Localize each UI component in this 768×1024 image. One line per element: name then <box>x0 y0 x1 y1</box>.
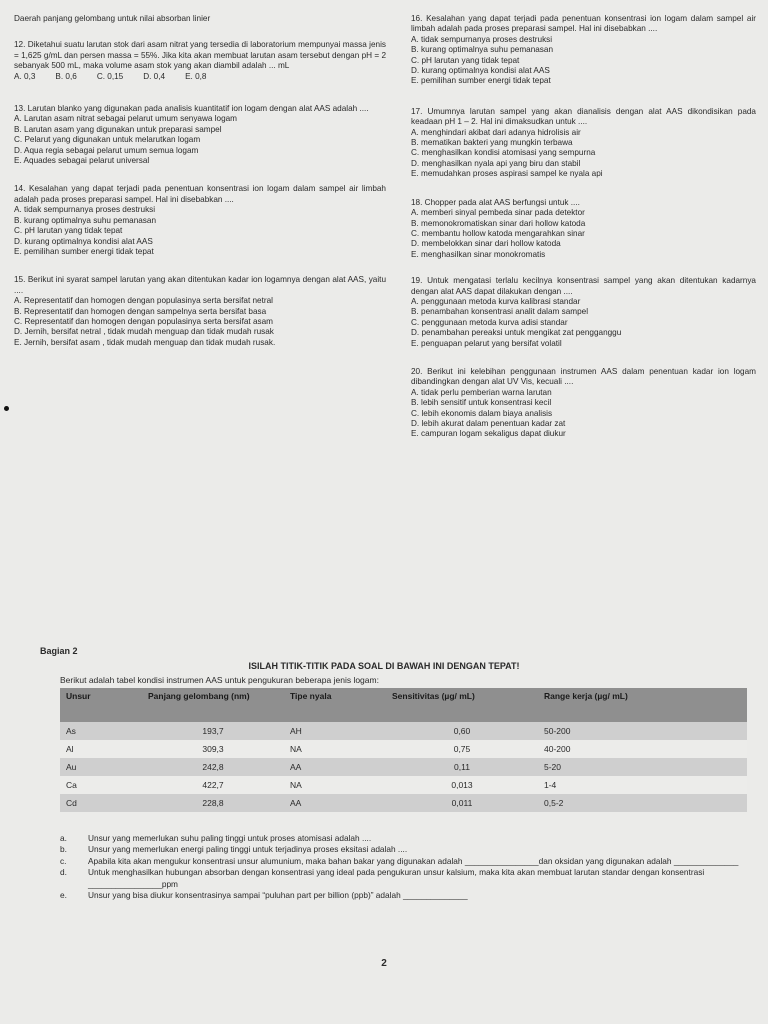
option-a: A. tidak sempurnanya proses destruksi <box>14 205 156 215</box>
table-row <box>60 776 747 794</box>
cell-sensitivity: 0,011 <box>386 794 538 812</box>
option-e: E. pemilihan sumber energi tidak tepat <box>411 76 551 86</box>
cell-sensitivity: 0,75 <box>386 740 538 758</box>
option-a: A. tidak sempurnanya proses destruksi <box>411 34 553 44</box>
question-17 <box>411 107 756 180</box>
cell-flame: NA <box>284 776 386 794</box>
cell-sensitivity: 0,013 <box>386 776 538 794</box>
cell-flame: AH <box>284 722 386 740</box>
section-intro: Berikut adalah tabel kondisi instrumen AAS untuk pengukuran beberapa jenis logam: <box>60 675 379 685</box>
option-b: B. Larutan asam yang digunakan untuk preparasi sampel <box>14 124 222 134</box>
table-header-row <box>60 688 747 722</box>
cell-flame: AA <box>284 794 386 812</box>
cell-wavelength: 242,8 <box>142 758 284 776</box>
item-text: Unsur yang bisa diukur konsentrasinya sampai “puluhan part per billion (ppb)” adalah ______________ <box>88 890 468 901</box>
header-cell: Panjang gelombang (nm) <box>142 688 284 722</box>
option-d: D. kurang optimalnya kondisi alat AAS <box>14 236 153 246</box>
cell-unsur: Al <box>60 740 142 758</box>
cell-range: 40-200 <box>538 740 747 758</box>
cell-flame: AA <box>284 758 386 776</box>
header-cell: Tipe nyala <box>284 688 386 722</box>
cell-wavelength: 228,8 <box>142 794 284 812</box>
question-text: 20. Berikut ini kelebihan penggunaan instrumen AAS dalam penentuan kadar ion logam dibandingkan dengan alat UV Vis, kecuali .... <box>411 366 756 387</box>
bullet-mark <box>4 406 9 411</box>
option-e: E. memudahkan proses aspirasi sampel ke nyala api <box>411 169 603 179</box>
header-cell: Sensitivitas (µg/ mL) <box>386 688 538 722</box>
option-a: A. Representatif dan homogen dengan populasinya serta bersifat netral <box>14 296 273 306</box>
question-19 <box>411 276 756 349</box>
cell-range: 1-4 <box>538 776 747 794</box>
question-14 <box>14 184 386 257</box>
table-row <box>60 722 747 740</box>
cell-range: 0,5-2 <box>538 794 747 812</box>
option-e: E. 0,8 <box>185 71 207 81</box>
option-c: C. lebih ekonomis dalam biaya analisis <box>411 408 553 418</box>
question-text: 18. Chopper pada alat AAS berfungsi untuk .... <box>411 197 580 207</box>
section-title: Bagian 2 <box>40 646 78 656</box>
aas-conditions-table <box>60 688 747 812</box>
question-13 <box>14 104 386 166</box>
option-b: B. lebih sensitif untuk konsentrasi kecil <box>411 398 552 408</box>
fill-item-d <box>60 867 750 890</box>
cell-sensitivity: 0,11 <box>386 758 538 776</box>
option-e: E. Jernih, bersifat asam , tidak mudah menguap dan tidak mudah rusak. <box>14 337 276 347</box>
question-text: 14. Kesalahan yang dapat terjadi pada penentuan konsentrasi ion logam dalam sampel air limbah adalah pada proses preparasi sampel. Hal ini disebabkan .... <box>14 184 386 204</box>
cell-range: 5-20 <box>538 758 747 776</box>
fill-item-e <box>60 890 750 901</box>
option-a: A. penggunaan metoda kurva kalibrasi standar <box>411 296 581 306</box>
option-b: B. penambahan konsentrasi analit dalam sampel <box>411 307 589 317</box>
option-d: D. lebih akurat dalam penentuan kadar zat <box>411 419 566 428</box>
question-15 <box>14 275 386 348</box>
cell-wavelength: 422,7 <box>142 776 284 794</box>
option-c: C. Pelarut yang digunakan untuk melarutkan logam <box>14 135 201 145</box>
left-column <box>14 14 386 361</box>
option-b: B. kurang optimalnya suhu pemanasan <box>411 45 554 55</box>
cell-sensitivity: 0,60 <box>386 722 538 740</box>
option-a: A. menghindari akibat dari adanya hidrolisis air <box>411 127 581 137</box>
option-d: D. membelokkan sinar dari hollow katoda <box>411 239 561 249</box>
option-e: E. menghasilkan sinar monokromatis <box>411 249 546 259</box>
fill-item-b <box>60 844 750 855</box>
question-16 <box>411 14 756 87</box>
item-text: Unsur yang memerlukan energi paling tinggi untuk terjadinya proses eksitasi adalah .... <box>88 844 408 855</box>
cell-range: 50-200 <box>538 722 747 740</box>
option-d: D. 0,4 <box>143 71 166 81</box>
cell-unsur: Ca <box>60 776 142 794</box>
option-e: E. Aquades sebagai pelarut universal <box>14 156 150 166</box>
option-d: D. kurang optimalnya kondisi alat AAS <box>411 66 550 76</box>
header-cell: Range kerja (µg/ mL) <box>538 688 747 722</box>
fill-item-c <box>60 856 750 867</box>
options-inline <box>14 72 386 82</box>
option-e: E. pemilihan sumber energi tidak tepat <box>14 246 154 256</box>
option-b: B. kurang optimalnya suhu pemanasan <box>14 215 157 225</box>
item-label: d. <box>60 867 67 878</box>
item-label: a. <box>60 833 67 843</box>
option-b: B. 0,6 <box>55 71 77 81</box>
header-cell: Unsur <box>60 688 142 722</box>
option-e: E. campuran logam sekaligus dapat diukur <box>411 429 566 439</box>
table-row <box>60 740 747 758</box>
cell-wavelength: 193,7 <box>142 722 284 740</box>
item-label: b. <box>60 844 67 855</box>
option-c: C. 0,15 <box>96 71 124 81</box>
item-label: e. <box>60 890 67 901</box>
option-a: A. Larutan asam nitrat sebagai pelarut umum senyawa logam <box>14 114 238 124</box>
item-text: Untuk menghasilkan hubungan absorban dengan konsentrasi yang ideal pada pengukuran unsur kalsium, maka kita akan membuat larutan standar dengan konsentrasi ________________ppm <box>88 867 705 889</box>
option-a: A. tidak perlu pemberian warna larutan <box>411 387 552 397</box>
table-row <box>60 794 747 812</box>
question-12 <box>14 40 386 82</box>
page-number: 2 <box>381 958 387 969</box>
option-b: B. Representatif dan homogen dengan sampelnya serta bersifat basa <box>14 306 267 316</box>
option-c: C. pH larutan yang tidak tepat <box>411 55 520 65</box>
section-heading: ISILAH TITIK-TITIK PADA SOAL DI BAWAH INI DENGAN TEPAT! <box>248 661 520 671</box>
question-text: 12. Diketahui suatu larutan stok dari asam nitrat yang tersedia di laboratorium mempunyai massa jenis = 1,625 g/mL dan persen massa = 55%. Jika kita akan membuat larutan asam tersebut dengan pH = 2 sebanyak 500 mL, maka volume asam stok yang akan diambil adalah ... mL <box>14 40 386 71</box>
option-d: D. Jernih, bersifat netral , tidak mudah menguap dan tidak mudah rusak <box>14 327 274 337</box>
option-a: A. memberi sinyal pembeda sinar pada detektor <box>411 208 585 218</box>
option-e: E. penguapan pelarut yang bersifat volatil <box>411 338 562 348</box>
option-c: C. menghasilkan kondisi atomisasi yang sempurna <box>411 148 596 158</box>
question-20 <box>411 367 756 440</box>
option-b: B. memonokromatiskan sinar dari hollow katoda <box>411 218 586 228</box>
option-c: C. membantu hollow katoda mengarahkan sinar <box>411 228 585 238</box>
option-c: C. penggunaan metoda kurva adisi standar <box>411 317 568 327</box>
option-a: A. 0,3 <box>14 71 36 81</box>
item-text: Unsur yang memerlukan suhu paling tinggi untuk proses atomisasi adalah .... <box>88 833 372 843</box>
cell-flame: NA <box>284 740 386 758</box>
cell-unsur: As <box>60 722 142 740</box>
question-text: 19. Untuk mengatasi terlalu kecilnya konsentrasi sampel yang akan ditentukan kadarnya dengan alat AAS dapat dilakukan dengan .... <box>411 276 756 296</box>
cell-wavelength: 309,3 <box>142 740 284 758</box>
cell-unsur: Au <box>60 758 142 776</box>
option-d: D. Aqua regia sebagai pelarut umum semua logam <box>14 145 199 155</box>
cell-unsur: Cd <box>60 794 142 812</box>
question-text: 17. Umumnya larutan sampel yang akan dianalisis dengan alat AAS dikondisikan pada keadaan pH 1 – 2. Hal ini dimaksudkan untuk .... <box>411 106 756 127</box>
intro-line: Daerah panjang gelombang untuk nilai absorban linier <box>14 14 211 23</box>
option-b: B. mematikan bakteri yang mungkin terbawa <box>411 138 573 148</box>
question-text: 16. Kesalahan yang dapat terjadi pada penentuan konsentrasi ion logam dalam sampel air limbah adalah pada proses preparasi sampel. Hal ini disebabkan .... <box>411 14 756 34</box>
item-text: Apabila kita akan mengukur konsentrasi unsur alumunium, maka bahan bakar yang digunakan adalah ________________dan oksidan yang digunakan adalah ______________ <box>88 855 739 866</box>
question-text: 15. Berikut ini syarat sampel larutan yang akan ditentukan kadar ion logamnya dengan alat AAS, yaitu .... <box>14 275 386 295</box>
item-label: c. <box>60 855 67 866</box>
fill-in-questions <box>60 833 750 901</box>
option-d: D. menghasilkan nyala api yang biru dan stabil <box>411 158 581 168</box>
option-d: D. penambahan pereaksi untuk mengikat zat pengganggu <box>411 328 622 338</box>
fill-item-a <box>60 833 750 844</box>
question-18 <box>411 198 756 260</box>
table-row <box>60 758 747 776</box>
option-c: C. Representatif dan homogen dengan populasinya serta bersifat asam <box>14 316 273 326</box>
question-text: 13. Larutan blanko yang digunakan pada analisis kuantitatif ion logam dengan alat AAS adalah .... <box>14 104 369 114</box>
option-c: C. pH larutan yang tidak tepat <box>14 226 123 236</box>
right-column <box>411 14 756 453</box>
